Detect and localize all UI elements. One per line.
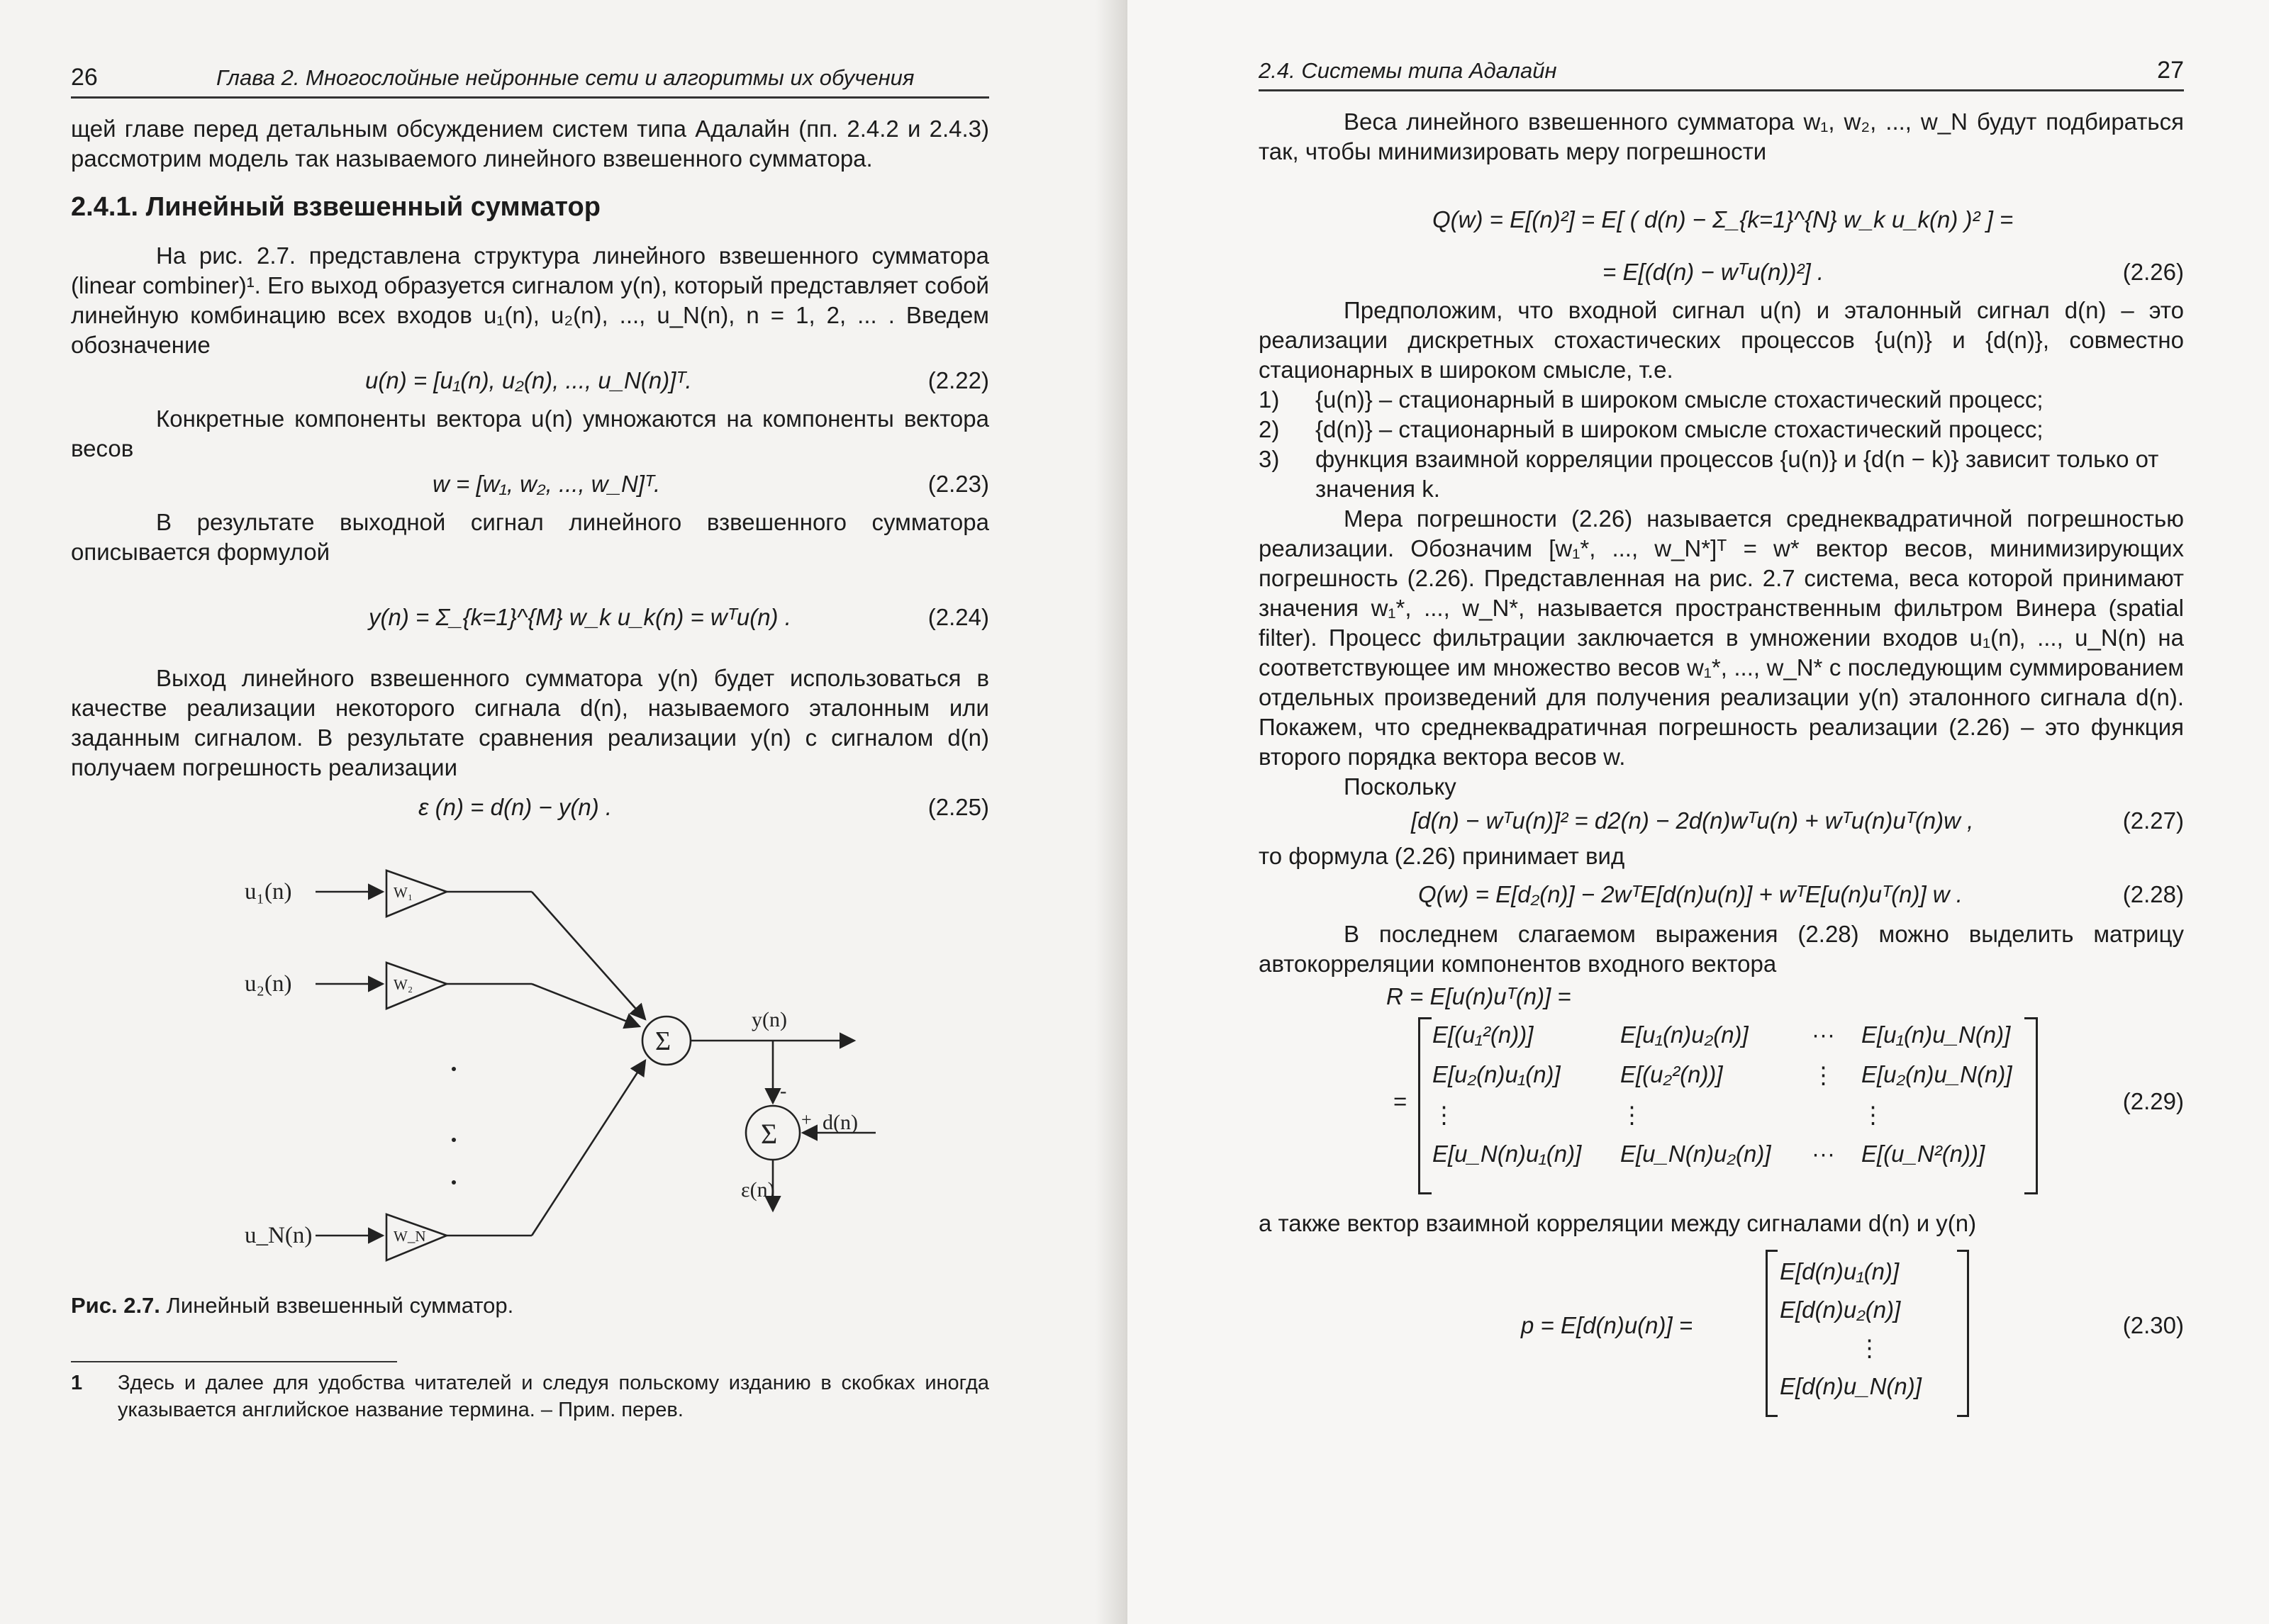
matrix-cell-1-2: E[u₁(n)u₂(n)]	[1620, 1021, 1749, 1048]
matrix-cell-4-2: E[u_N(n)u₂(n)]	[1620, 1141, 1771, 1167]
equation-2-28-number: (2.28)	[2122, 881, 2184, 907]
equation-2-29-matrix	[1259, 1017, 2184, 1194]
equation-2-30-number: (2.30)	[2122, 1312, 2184, 1338]
input-label-2: u₂(n)	[245, 971, 292, 997]
equation-2-30	[1259, 1250, 2184, 1420]
matrix-cell-2-4: E[u₂(n)u_N(n)]	[1861, 1061, 2012, 1087]
matrix-cell-1-4: E[u₁(n)u_N(n)]	[1861, 1021, 2011, 1048]
section-title: 2.4.1. Линейный взвешенный сумматор	[71, 192, 601, 222]
sigma-symbol-2: Σ	[761, 1118, 778, 1150]
equation-2-25	[71, 793, 989, 824]
matrix-cell-3-2: ⋮	[1620, 1102, 1644, 1128]
vector-cell-3: ⋮	[1858, 1335, 1881, 1361]
footnote-mark: 1	[71, 1372, 83, 1394]
right-paragraph-2: Предположим, что входной сигнал u(n) и эталонный сигнал d(n) – это реализации дискретных стохастических процессов {u(n)} и {d(n)}, совместно стационарных в широком смысле, т.е.	[1259, 297, 2184, 383]
matrix-cell-3-4: ⋮	[1861, 1102, 1885, 1128]
right-paragraph-7: а также вектор взаимной корреляции между сигналами d(n) и y(n)	[1259, 1210, 1977, 1236]
equation-2-29-head-formula: R = E[u(n)uᵀ(n)] =	[1386, 983, 1571, 1009]
equation-2-29-equals: =	[1393, 1088, 1407, 1114]
left-paragraph-1: щей главе перед детальным обсуждением систем типа Адалайн (пп. 2.4.2 и 2.4.3) рассмотрим модель так называемого линейного взвешенного сумматора.	[71, 116, 989, 172]
equation-2-25-number: (2.25)	[927, 794, 989, 820]
output-label: y(n)	[752, 1008, 787, 1031]
vector-body	[1780, 1253, 1922, 1406]
equation-2-29-head	[1259, 982, 2184, 1013]
matrix-cell-3-3	[1812, 1101, 1861, 1141]
right-paragraph-5: то формула (2.26) принимает вид	[1259, 843, 1625, 869]
matrix-row-2	[1432, 1061, 2028, 1101]
equation-2-28-formula: Q(w) = E[d₂(n)] − 2wᵀE[d(n)u(n)] + wᵀE[u(n)uᵀ(n)] w .	[1418, 881, 1963, 907]
equation-2-22-formula: u(n) = [u₁(n), u₂(n), ..., u_N(n)]ᵀ.	[365, 367, 692, 393]
vector-right-bracket	[1957, 1250, 1969, 1417]
condition-text-3: функция взаимной корреляции процессов {u(n)} и {d(n − k)} зависит только от значения k.	[1315, 446, 2159, 502]
condition-item-2	[1259, 415, 2184, 444]
condition-number-1: 1)	[1259, 386, 1280, 413]
left-page	[0, 0, 1127, 1624]
right-page	[1127, 0, 2269, 1624]
equation-2-26a-formula: Q(w) = E[(n)²] = E[ ( d(n) − Σ_{k=1}^{N} w_k u_k(n) )² ] =	[1432, 206, 2014, 233]
figure-caption-text: Линейный взвешенный сумматор.	[166, 1293, 514, 1318]
equation-2-23	[71, 469, 989, 500]
weight-label-2: W₂	[394, 976, 413, 993]
equation-2-26-number: (2.26)	[2122, 259, 2184, 285]
matrix-cell-2-3: ⋮	[1812, 1062, 1835, 1088]
right-paragraph-6: В последнем слагаемом выражения (2.28) можно выделить матрицу автокорреляции компонентов входного вектора	[1259, 921, 2184, 977]
equation-2-26-line-1	[1259, 181, 2184, 252]
figure-caption	[71, 1293, 989, 1318]
figure-linear-combiner	[71, 849, 989, 1289]
input-label-1: u₁(n)	[245, 879, 292, 905]
matrix-cell-4-1: E[u_N(n)u₁(n)]	[1432, 1141, 1582, 1167]
vector-cell-4: E[d(n)u_N(n)]	[1780, 1373, 1922, 1399]
right-paragraph-1: Веса линейного взвешенного сумматора w₁, w₂, ..., w_N будут подбираться так, чтобы минимизировать меру погрешности	[1259, 108, 2184, 164]
equation-2-22	[71, 366, 989, 397]
condition-text-2: {d(n)} – стационарный в широком смысле стохастический процесс;	[1315, 416, 2044, 442]
matrix-cell-1-3: ···	[1812, 1021, 1835, 1048]
equation-2-28	[1259, 880, 2184, 911]
sigma-symbol-1: Σ	[655, 1026, 671, 1056]
matrix-left-bracket	[1418, 1017, 1432, 1194]
error-label: ε(n)	[741, 1178, 775, 1202]
matrix-cell-3-1: ⋮	[1432, 1102, 1456, 1128]
left-paragraph-4: В результате выходной сигнал линейного взвешенного сумматора описывается формулой	[71, 509, 989, 565]
right-section-title: 2.4. Системы типа Адалайн	[1259, 58, 1557, 83]
desired-signal-label: d(n)	[823, 1111, 858, 1134]
right-page-number: 27	[2157, 57, 2184, 84]
condition-item-1	[1259, 385, 2184, 415]
equation-2-22-number: (2.22)	[927, 367, 989, 393]
equation-2-26b-formula: = E[(d(n) − wᵀu(n))²] .	[1602, 259, 1824, 285]
left-paragraph-5: Выход линейного взвешенного сумматора y(n) будет использоваться в качестве реализации некоторого сигнала d(n), называемого эталонным или заданным сигналом. В результате сравнения реализации y(n) с сигналом d(n) получаем погрешность реализации	[71, 665, 989, 780]
matrix-cell-2-2: E[(u₂²(n))]	[1620, 1061, 1723, 1087]
equation-2-24	[71, 583, 989, 654]
vector-cell-2: E[d(n)u₂(n)]	[1780, 1297, 1901, 1323]
condition-item-3	[1259, 444, 2184, 504]
matrix-body	[1432, 1021, 2028, 1180]
condition-number-3: 3)	[1259, 446, 1280, 472]
condition-number-2: 2)	[1259, 416, 1280, 442]
minus-sign: -	[780, 1080, 787, 1102]
matrix-cell-4-4: E[(u_N²(n))]	[1861, 1141, 1985, 1167]
left-page-number: 26	[71, 64, 98, 91]
weight-label-n: W_N	[394, 1228, 426, 1245]
equation-2-27-number: (2.27)	[2122, 807, 2184, 834]
equation-2-30-head: p = E[d(n)u(n)] =	[1521, 1312, 1693, 1338]
equation-2-24-number: (2.24)	[927, 604, 989, 630]
input-label-n: u_N(n)	[245, 1223, 313, 1248]
left-running-head	[71, 64, 989, 99]
equation-2-23-number: (2.23)	[927, 471, 989, 497]
equation-2-25-formula: ε (n) = d(n) − y(n) .	[418, 794, 613, 820]
equation-2-27	[1259, 806, 2184, 837]
vector-left-bracket	[1766, 1250, 1778, 1417]
footnote	[71, 1370, 989, 1423]
left-paragraph-3: Конкретные компоненты вектора u(n) умножаются на компоненты вектора весов	[71, 405, 989, 461]
equation-2-29-number: (2.29)	[2122, 1088, 2184, 1114]
figure-caption-label: Рис. 2.7.	[71, 1293, 160, 1318]
conditions-list	[1259, 385, 2184, 504]
equation-2-24-formula: y(n) = Σ_{k=1}^{M} w_k u_k(n) = wᵀu(n) .	[369, 604, 791, 630]
equation-2-26-line-2	[1259, 257, 2184, 289]
weight-label-1: W₁	[394, 884, 413, 901]
right-paragraph-3: Мера погрешности (2.26) называется среднеквадратичной погрешностью реализации. Обозначим [w₁*, ..., w_N*]ᵀ = w* вектор весов, минимизирующих погрешность (2.26). Представленная на рис. 2.7 система, веса которой принимают значения w₁*, ..., w_N*, называется пространственным фильтром Винера (spatial filter). Процесс фильтрации заключается в умножении входов u₁(n), ..., u_N(n) на соответствующее им множество весов w₁*, ..., w_N* с последующим суммированием отдельных произведений для получения реализации y(n) эталонного сигнала d(n). Покажем, что среднеквадратичная погрешность реализации (2.26) – это функция второго порядка вектора весов w.	[1259, 505, 2184, 770]
left-paragraph-2: На рис. 2.7. представлена структура линейного взвешенного сумматора (linear combiner)¹. Его выход образуется сигналом y(n), который представляет собой линейную комбинацию всех входов u₁(n), u₂(n), ..., u_N(n), n = 1, 2, ... . Введем обозначение	[71, 242, 989, 358]
footnote-rule	[71, 1361, 397, 1362]
equation-2-23-formula: w = [w₁, w₂, ..., w_N]ᵀ.	[433, 471, 661, 497]
condition-text-1: {u(n)} – стационарный в широком смысле стохастический процесс;	[1315, 386, 2044, 413]
equation-2-27-formula: [d(n) − wᵀu(n)]² = d2(n) − 2d(n)wᵀu(n) + wᵀu(n)uᵀ(n)w ,	[1411, 807, 1974, 834]
right-paragraph-4: Поскольку	[1344, 773, 1456, 800]
right-running-head	[1259, 57, 2184, 91]
left-chapter-title: Глава 2. Многослойные нейронные сети и алгоритмы их обучения	[216, 65, 915, 90]
vector-cell-1: E[d(n)u₁(n)]	[1780, 1258, 1900, 1284]
footnote-text: Здесь и далее для удобства читателей и следуя польскому изданию в скобках иногда указывается английское название термина. – Прим. перев.	[118, 1372, 989, 1421]
plus-sign: +	[801, 1109, 812, 1130]
matrix-row-1	[1432, 1021, 2028, 1061]
matrix-cell-1-1: E[(u₁²(n))]	[1432, 1021, 1534, 1048]
matrix-row-4	[1432, 1141, 2028, 1180]
matrix-row-3	[1432, 1101, 2028, 1141]
matrix-cell-2-1: E[u₂(n)u₁(n)]	[1432, 1061, 1561, 1087]
matrix-cell-4-3: ···	[1812, 1141, 1835, 1167]
